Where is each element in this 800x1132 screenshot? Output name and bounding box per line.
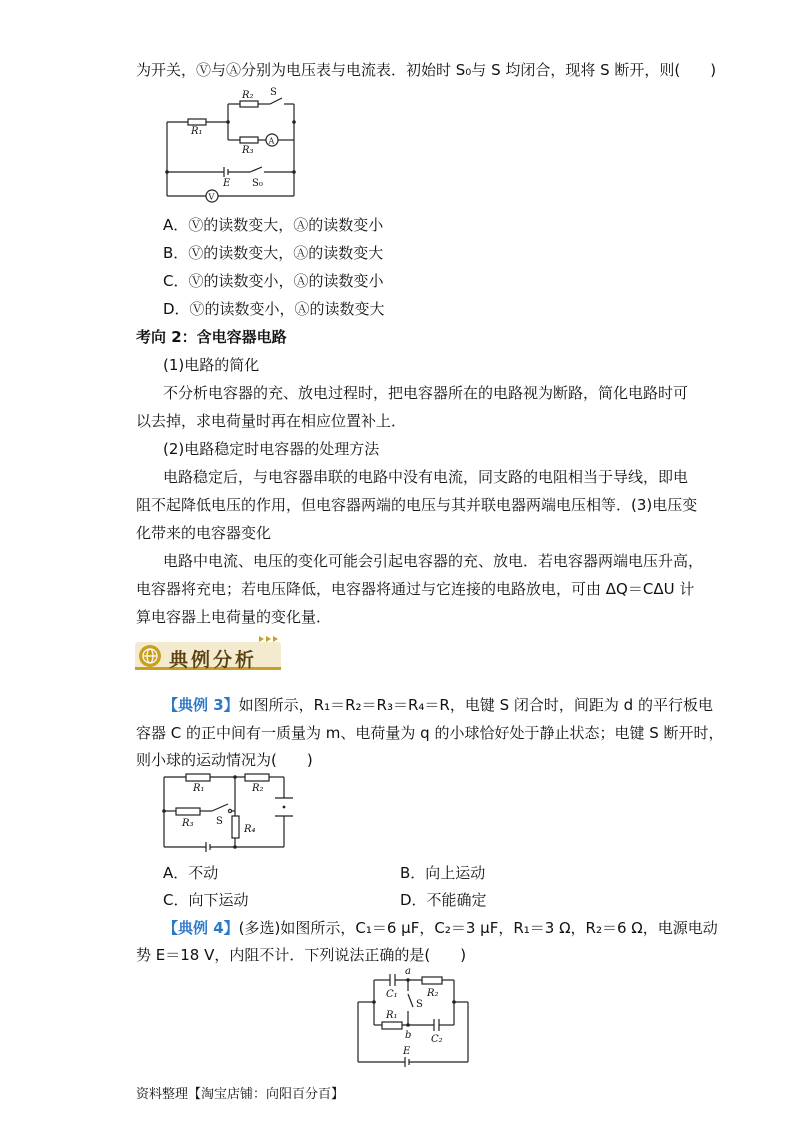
banner-title: 典例分析: [169, 649, 258, 671]
example-4-text: (多选)如图所示，C₁＝6 μF，C₂＝3 μF，R₁＝3 Ω，R₂＝6 Ω，电源电动: [238, 919, 718, 937]
example-4-tag: 【典例 4】: [163, 919, 239, 937]
subheading-2: (2)电路稳定时电容器的处理方法: [163, 440, 380, 458]
fig2-label-r3: R₃: [182, 818, 194, 829]
example-3-option-b: B．向上运动: [400, 864, 486, 882]
paragraph-3-line-1: 电路中电流、电压的变化可能会引起电容器的充、放电．若电容器两端电压升高，: [163, 552, 704, 570]
paragraph-2-line-3: 化带来的电容器变化: [136, 524, 272, 542]
fig1-label-e: E: [223, 178, 231, 189]
fig2-label-r1: R₁: [193, 783, 205, 794]
fig1-label-r1: R₁: [191, 126, 203, 137]
fig3-label-e: E: [403, 1046, 411, 1057]
footer-source: 资料整理【淘宝店铺：向阳百分百】: [136, 1087, 345, 1102]
fig3-label-c2: C₂: [431, 1034, 443, 1045]
paragraph-3-line-2: 电容器将充电；若电压降低，电容器将通过与它连接的电路放电，可由 ΔQ＝CΔU 计: [136, 580, 695, 598]
fig3-label-r2: R₂: [427, 988, 439, 999]
option-c: C．Ⓥ的读数变小，Ⓐ的读数变小: [163, 272, 384, 290]
example-3-option-a: A．不动: [163, 864, 219, 882]
paragraph-3-line-3: 算电容器上电荷量的变化量．: [136, 608, 332, 626]
paragraph-2-line-2: 阻不起降低电压的作用，但电容器两端的电压与其并联电器两端电压相等．(3)电压变: [136, 496, 698, 514]
example-3-text: 如图所示，R₁＝R₂＝R₃＝R₄＝R，电键 S 闭合时，间距为 d 的平行板电: [238, 696, 713, 714]
fig2-label-s: S: [216, 816, 223, 827]
option-b: B．Ⓥ的读数变大，Ⓐ的读数变大: [163, 244, 384, 262]
paragraph-2-line-1: 电路稳定后，与电容器串联的电路中没有电流，同支路的电阻相当于导线，即电: [163, 468, 689, 486]
fig1-label-s: S: [270, 87, 277, 98]
fig1-label-s0: S₀: [252, 178, 263, 189]
fig3-label-r1: R₁: [386, 1010, 398, 1021]
fig3-label-b: b: [405, 1030, 412, 1041]
fig3-label-c1: C₁: [386, 989, 398, 1000]
fig3-label-s: S: [416, 999, 423, 1010]
example-3-option-d: D．不能确定: [400, 891, 487, 909]
example-4-line-2: 势 E＝18 V，内阻不计．下列说法正确的是( ): [136, 946, 467, 964]
paragraph-1-line-2: 以去掉，求电荷量时再在相应位置补上．: [136, 412, 407, 430]
question-stem: 为开关，Ⓥ与Ⓐ分别为电压表与电流表．初始时 S₀与 S 均闭合，现将 S 断开，则( ): [136, 61, 717, 79]
section-heading: 考向 2：含电容器电路: [136, 328, 287, 346]
ammeter-symbol: A: [268, 136, 275, 146]
subheading-1: (1)电路的简化: [163, 356, 260, 374]
example-3-line-3: 则小球的运动情况为( ): [136, 751, 313, 769]
example-3-line-1: [163, 695, 713, 715]
circuit-figure-3: [350, 966, 475, 1068]
fig1-label-r3: R₃: [242, 145, 254, 156]
example-4-line-1: [163, 918, 718, 938]
circuit-figure-2: [152, 768, 302, 860]
fig2-label-r2: R₂: [252, 783, 264, 794]
example-3-line-2: 容器 C 的正中间有一质量为 m、电荷量为 q 的小球恰好处于静止状态；电键 S 断开时，: [136, 724, 724, 742]
arrow-decoration-icon: [259, 636, 278, 642]
option-d: D．Ⓥ的读数变小，Ⓐ的读数变大: [163, 300, 385, 318]
fig1-label-r2: R₂: [242, 90, 254, 101]
voltmeter-symbol: V: [208, 192, 215, 202]
example-3-option-c: C．向下运动: [163, 891, 249, 909]
example-analysis-banner: [135, 636, 285, 672]
fig2-label-r4: R₄: [244, 824, 256, 835]
paragraph-1-line-1: 不分析电容器的充、放电过程时，把电容器所在的电路视为断路，简化电路时可: [163, 384, 689, 402]
fig3-label-a: a: [405, 966, 411, 977]
option-a: A．Ⓥ的读数变大，Ⓐ的读数变小: [163, 216, 384, 234]
circuit-figure-1: [158, 86, 308, 210]
example-3-tag: 【典例 3】: [163, 696, 239, 714]
